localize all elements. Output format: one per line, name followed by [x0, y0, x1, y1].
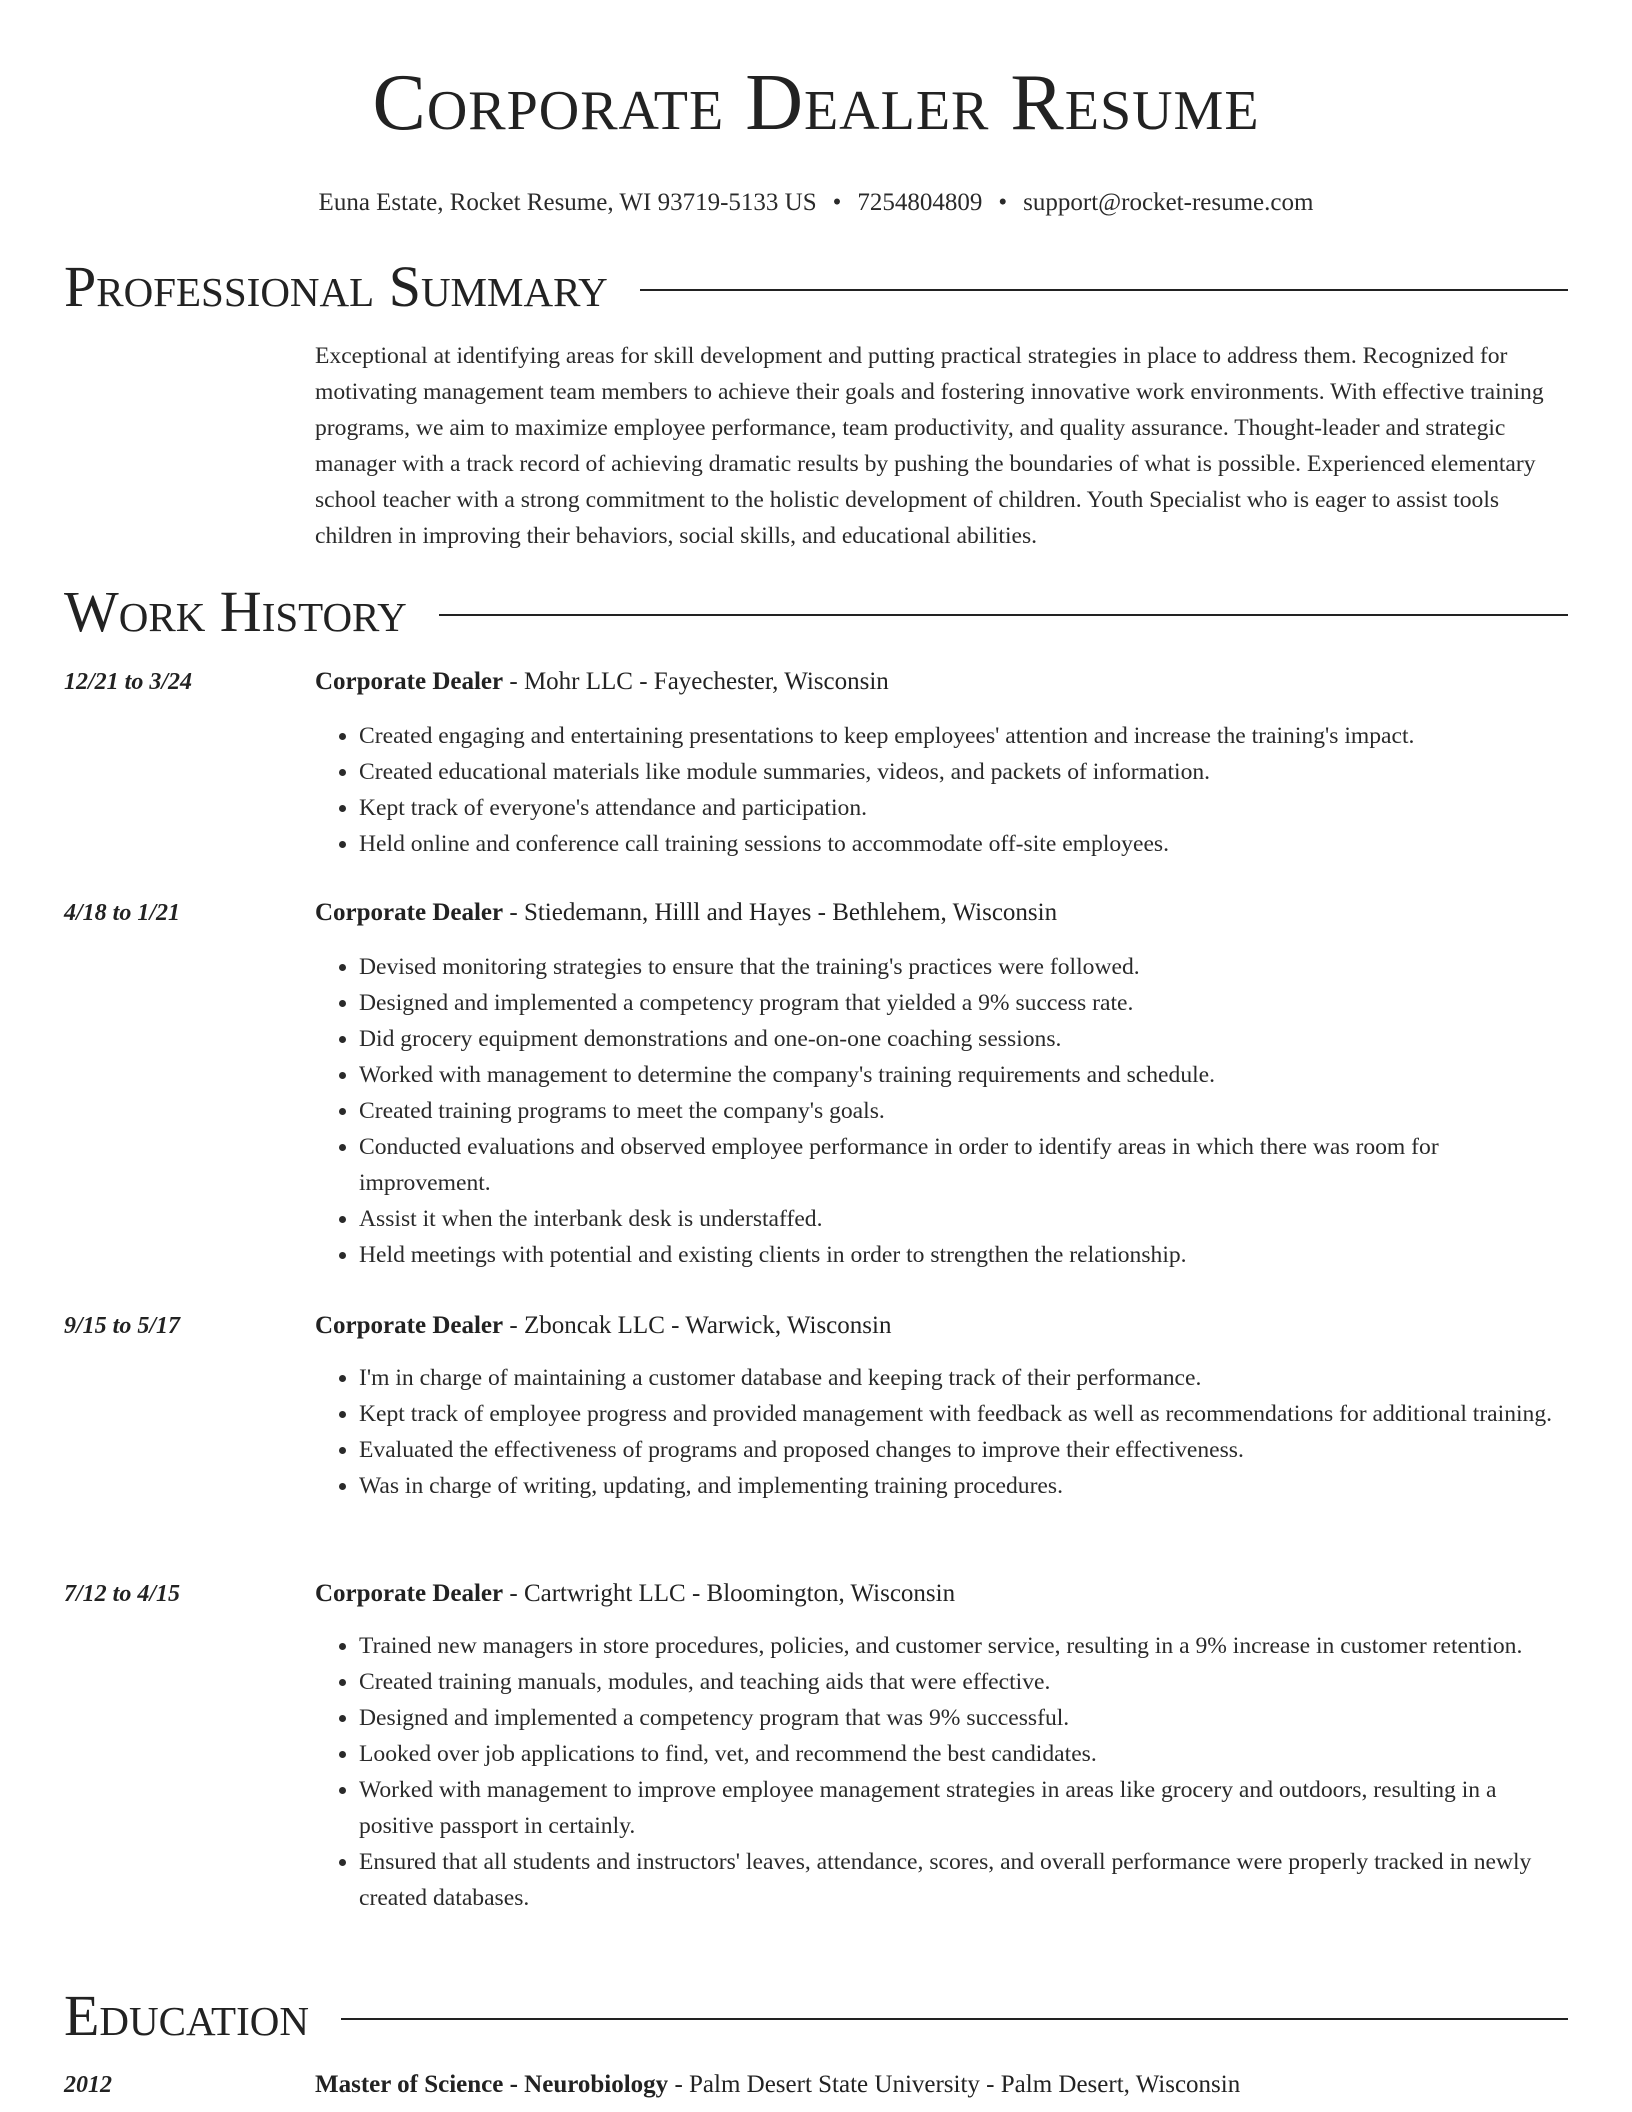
education-section-header — [64, 1983, 1568, 2048]
job-dates: 12/21 to 3/24 — [64, 669, 193, 695]
job-company: - Zboncak LLC - Warwick, Wisconsin — [503, 1312, 892, 1339]
section-divider — [640, 289, 1568, 291]
job-bullets — [315, 1628, 1568, 1916]
job-headline — [315, 664, 889, 700]
job-bullet: • Worked with management to determine the company's training requirements and schedule. — [359, 1057, 1568, 1093]
summary-text: Exceptional at identifying areas for skill development and putting practical strategies in place to address them. Recognized for motivating management team members to achieve their goals and fostering innovative work environments. With effective training programs, we aim to maximize employee performance, team productivity, and quality assurance. Thought-leader and strategic manager with a track record of achieving dramatic results by pushing the boundaries of what is possible. Experienced elementary school teacher with a strong commitment to the holistic development of children. Youth Specialist who is eager to assist tools children in improving their behaviors, social skills, and educational abilities. — [315, 343, 1544, 549]
job-headline — [315, 1576, 955, 1612]
job-dates: 7/12 to 4/15 — [64, 1581, 181, 1607]
job-bullet: • Held online and conference call training sessions to accommodate off-site employees. — [359, 826, 1568, 862]
job-bullet: • Did grocery equipment demonstrations and one-on-one coaching sessions. — [359, 1021, 1568, 1057]
contact-separator: • — [832, 189, 842, 216]
job-bullets — [315, 1360, 1568, 1504]
job-bullet: • Looked over job applications to find, vet, and recommend the best candidates. — [359, 1736, 1568, 1772]
job-dates: 9/15 to 5/17 — [64, 1313, 181, 1339]
section-title-summary: Professional Summary — [64, 254, 608, 319]
job-company: - Mohr LLC - Fayechester, Wisconsin — [503, 668, 889, 695]
job-title: Corporate Dealer — [315, 1312, 504, 1339]
job-bullet: • Held meetings with potential and existing clients in order to strengthen the relationship. — [359, 1237, 1568, 1273]
education-degree: Master of Science - Neurobiology — [315, 2071, 669, 2098]
job-title: Corporate Dealer — [315, 668, 504, 695]
section-divider — [341, 2018, 1568, 2020]
contact-line — [64, 188, 1568, 218]
resume-page — [64, 0, 1568, 2098]
job-dates: 4/18 to 1/21 — [64, 900, 181, 926]
job-bullet: • Kept track of everyone's attendance and participation. — [359, 790, 1568, 826]
job-title: Corporate Dealer — [315, 899, 504, 926]
section-divider — [439, 614, 1568, 616]
section-title-work: Work History — [64, 579, 407, 644]
job-headline — [315, 895, 1057, 931]
job-headline — [315, 1308, 891, 1344]
contact-phone[interactable]: 7254804809 — [857, 189, 983, 216]
job-bullet: • Created training manuals, modules, and teaching aids that were effective. — [359, 1664, 1568, 1700]
job-bullet: • Created engaging and entertaining presentations to keep employees' attention and increase the training's impact. — [359, 718, 1568, 754]
job-company: - Stiedemann, Hilll and Hayes - Bethlehem, Wisconsin — [503, 899, 1058, 926]
contact-email[interactable]: support@rocket-resume.com — [1023, 189, 1314, 216]
job-bullet: • Kept track of employee progress and provided management with feedback as well as recommendations for additional training. — [359, 1396, 1568, 1432]
contact-separator: • — [998, 189, 1008, 216]
job-bullets — [315, 949, 1568, 1273]
job-bullet: • Worked with management to improve employee management strategies in areas like grocery and outdoors, resulting in a positive passport in certainly. — [359, 1772, 1568, 1844]
education-school: - Palm Desert State University - Palm Desert, Wisconsin — [668, 2071, 1241, 2098]
job-company: - Cartwright LLC - Bloomington, Wisconsin — [503, 1580, 956, 1607]
job-bullet: • Created training programs to meet the company's goals. — [359, 1093, 1568, 1129]
job-bullet: • Designed and implemented a competency program that was 9% successful. — [359, 1700, 1568, 1736]
job-bullet: • Conducted evaluations and observed employee performance in order to identify areas in which there was room for improvement. — [359, 1129, 1568, 1201]
job-bullet: • Trained new managers in store procedures, policies, and customer service, resulting in a 9% increase in customer retention. — [359, 1628, 1568, 1664]
job-bullet: • Assist it when the interbank desk is understaffed. — [359, 1201, 1568, 1237]
work-section-header — [64, 579, 1568, 644]
education-year: 2012 — [64, 2072, 112, 2098]
job-bullet: • Created educational materials like module summaries, videos, and packets of information. — [359, 754, 1568, 790]
job-bullet: • Designed and implemented a competency program that yielded a 9% success rate. — [359, 985, 1568, 1021]
summary-section-header — [64, 254, 1568, 319]
job-bullet: • I'm in charge of maintaining a customer database and keeping track of their performance. — [359, 1360, 1568, 1396]
contact-address: Euna Estate, Rocket Resume, WI 93719-5133 US — [318, 189, 817, 216]
job-bullets — [315, 718, 1568, 862]
job-bullet: • Devised monitoring strategies to ensure that the training's practices were followed. — [359, 949, 1568, 985]
job-title: Corporate Dealer — [315, 1580, 504, 1607]
job-bullet: • Evaluated the effectiveness of programs and proposed changes to improve their effectiveness. — [359, 1432, 1568, 1468]
resume-title: Corporate Dealer Resume — [372, 59, 1260, 147]
section-title-education: Education — [64, 1983, 309, 2048]
job-bullet: • Was in charge of writing, updating, and implementing training procedures. — [359, 1468, 1568, 1504]
job-bullet: • Ensured that all students and instructors' leaves, attendance, scores, and overall performance were properly tracked in newly created databases. — [359, 1844, 1568, 1916]
education-headline — [315, 2067, 1240, 2103]
